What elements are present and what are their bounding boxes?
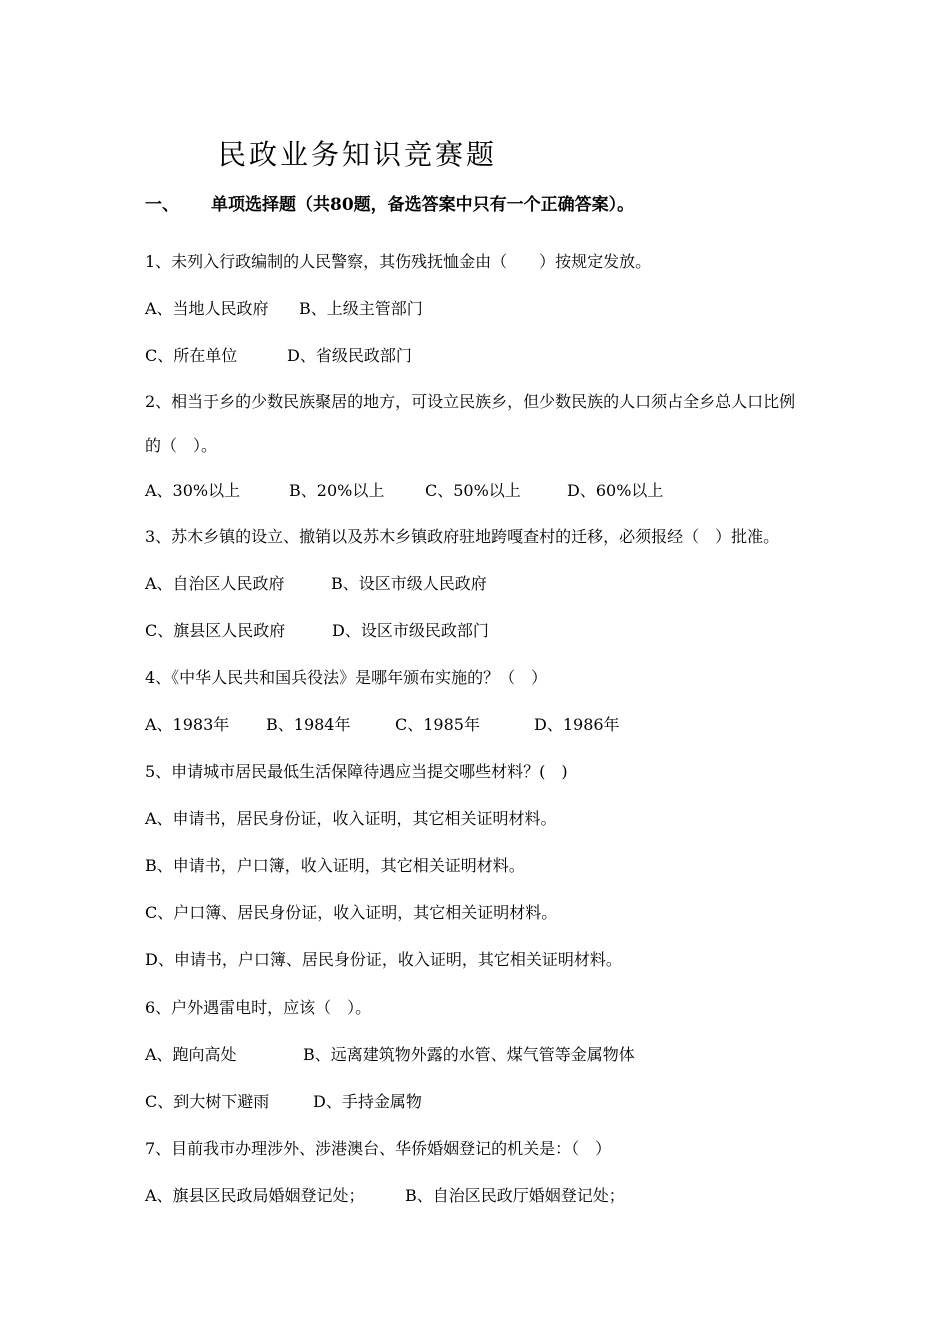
question-6-options-row-1 bbox=[145, 1042, 635, 1065]
option-b: B、设区市级人民政府 bbox=[331, 574, 487, 593]
option-a: A、跑向高处 bbox=[145, 1045, 237, 1064]
option-c: C、所在单位 bbox=[145, 346, 238, 365]
question-4-stem: 4、《中华人民共和国兵役法》是哪年颁布实施的？（ ） bbox=[145, 668, 548, 687]
question-5-option-a: A、申请书，居民身份证，收入证明，其它相关证明材料。 bbox=[145, 809, 557, 828]
question-7-options bbox=[145, 1183, 625, 1206]
question-5-stem: 5、申请城市居民最低生活保障待遇应当提交哪些材料？( ) bbox=[145, 762, 568, 781]
question-5-option-b: B、申请书，户口簿，收入证明，其它相关证明材料。 bbox=[145, 856, 525, 875]
question-1-options-row-1 bbox=[145, 296, 423, 319]
question-1-options-row-2 bbox=[145, 343, 412, 366]
question-3-stem: 3、苏木乡镇的设立、撤销以及苏木乡镇政府驻地跨嘎查村的迁移，必须报经（ ）批准。 bbox=[145, 527, 780, 546]
question-2-options bbox=[145, 478, 663, 501]
question-6-stem: 6、户外遇雷电时，应该（ ）。 bbox=[145, 998, 372, 1017]
question-3-options-row-2 bbox=[145, 618, 489, 641]
option-a: A、30%以上 bbox=[145, 481, 241, 500]
option-b: B、上级主管部门 bbox=[299, 299, 423, 318]
option-b: B、1984年 bbox=[266, 715, 351, 734]
question-6-options-row-2 bbox=[145, 1089, 422, 1112]
option-d: D、设区市级民政部门 bbox=[332, 621, 489, 640]
option-a: A、旗县区民政局婚姻登记处； bbox=[145, 1186, 365, 1205]
document-title: 民政业务知识竞赛题 bbox=[218, 138, 498, 171]
question-5-option-d: D、申请书，户口簿、居民身份证，收入证明，其它相关证明材料。 bbox=[145, 950, 622, 969]
option-d: D、1986年 bbox=[534, 715, 620, 734]
section-number: 一、 bbox=[145, 195, 179, 215]
option-b: B、自治区民政厅婚姻登记处； bbox=[405, 1186, 625, 1205]
section-title: 单项选择题（共80题，备选答案中只有一个正确答案）。 bbox=[211, 195, 635, 215]
option-d: D、手持金属物 bbox=[313, 1092, 422, 1111]
option-a: A、1983年 bbox=[145, 715, 230, 734]
question-2-stem-continued: 的（ ）。 bbox=[145, 436, 218, 455]
question-7-stem: 7、目前我市办理涉外、涉港澳台、华侨婚姻登记的机关是：（ ） bbox=[145, 1139, 612, 1158]
option-a: A、自治区人民政府 bbox=[145, 574, 285, 593]
option-b: B、20%以上 bbox=[289, 481, 385, 500]
option-c: C、旗县区人民政府 bbox=[145, 621, 286, 640]
option-c: C、到大树下避雨 bbox=[145, 1092, 270, 1111]
option-c: C、50%以上 bbox=[425, 481, 521, 500]
question-3-options-row-1 bbox=[145, 571, 487, 594]
question-4-options bbox=[145, 712, 620, 735]
question-1-stem: 1、未列入行政编制的人民警察，其伤残抚恤金由（ ）按规定发放。 bbox=[145, 252, 652, 271]
option-a: A、当地人民政府 bbox=[145, 299, 269, 318]
section-heading bbox=[145, 190, 634, 215]
option-d: D、60%以上 bbox=[567, 481, 664, 500]
question-5-option-c: C、户口簿、居民身份证，收入证明，其它相关证明材料。 bbox=[145, 903, 558, 922]
option-d: D、省级民政部门 bbox=[287, 346, 412, 365]
question-2-stem: 2、相当于乡的少数民族聚居的地方，可设立民族乡，但少数民族的人口须占全乡总人口比例 bbox=[145, 392, 796, 411]
option-b: B、远离建筑物外露的水管、煤气管等金属物体 bbox=[303, 1045, 635, 1064]
option-c: C、1985年 bbox=[395, 715, 480, 734]
